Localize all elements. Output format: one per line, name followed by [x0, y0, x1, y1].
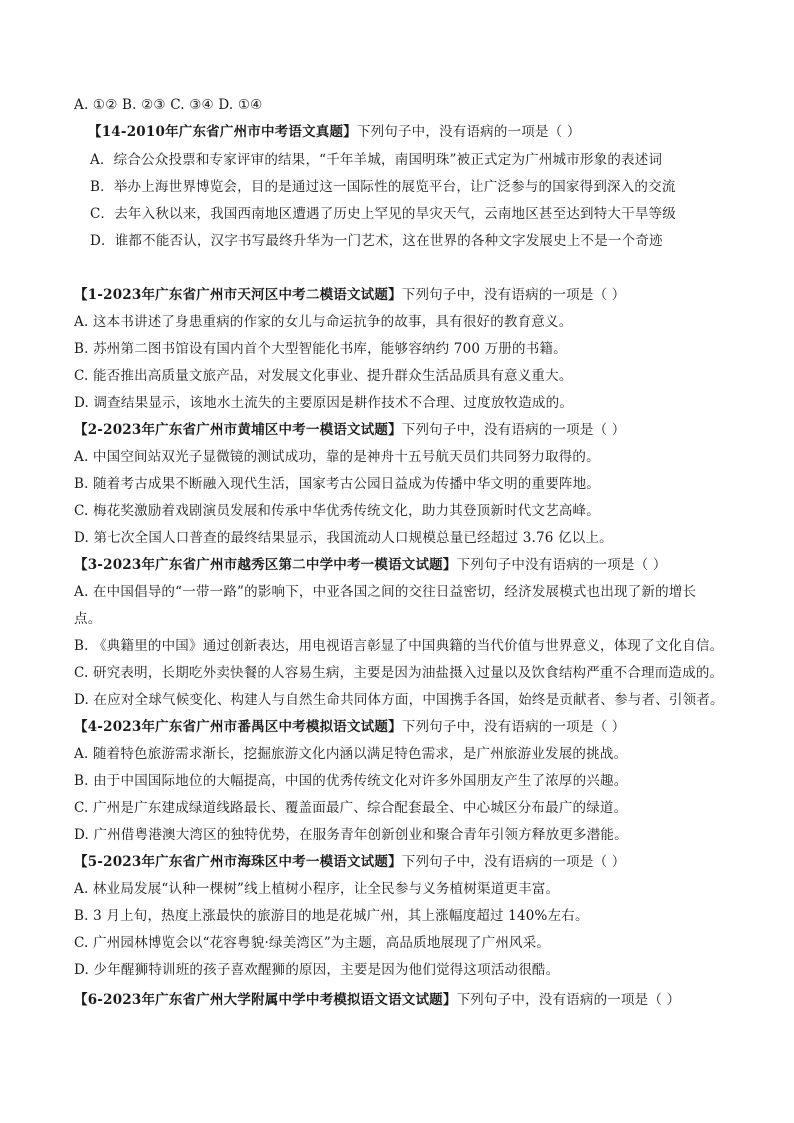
question-2-stem [74, 421, 734, 439]
question-source: 【4-2023年广东省广州市番禺区中考模拟语文试题】 [74, 719, 402, 735]
question-text: 下列句子中，没有语病的一项是（ ） [401, 719, 626, 735]
q5-option-b: B. 3 月上旬，热度上涨最快的旅游目的地是花城广州，其上涨幅度超过 140%左右。 [74, 908, 589, 924]
previous-answer-options: A. ①② B. ②③ C. ③④ D. ①④ [74, 97, 263, 113]
q5-option-a: A. 林业局发展“认种一棵树”线上植树小程序，让全民参与义务植树渠道更丰富。 [74, 881, 560, 897]
q2-option-c: C. 梅花奖激励着戏剧演员发展和传承中华优秀传统文化，助力其登顶新时代文艺高峰。 [74, 503, 600, 519]
q14-option-a: A．综合公众投票和专家评审的结果，“千年羊城，南国明珠”被正式定为广州城市形象的表述词 [90, 152, 663, 168]
q5-option-c: C. 广州园林博览会以“花容粤貌·绿美湾区”为主题，高品质地展现了广州风采。 [74, 935, 551, 951]
q14-option-d: D．谁都不能否认，汉字书写最终升华为一门艺术，这在世界的各种文字发展史上不是一个奇迹 [90, 233, 663, 249]
q1-option-c: C. 能否推出高质量文旅产品，对发展文化事业、提升群众生活品质具有意义重大。 [74, 368, 573, 384]
q3-option-c: C. 研究表明，长期吃外卖快餐的人容易生病，主要是因为油盐摄入过量以及饮食结构严重不合理而造成的。 [74, 665, 724, 681]
q2-option-d: D. 第七次全国人口普查的最终结果显示，我国流动人口规模总量已经超过 3.76 亿以上。 [74, 530, 613, 546]
question-text: 下列句子中，没有语病的一项是（ ） [356, 124, 581, 140]
question-text: 下列句子中没有语病的一项是（ ） [456, 557, 667, 573]
question-source: 【6-2023年广东省广州大学附属中学中考模拟语文语文试题】 [74, 992, 457, 1008]
question-4-stem [74, 718, 734, 736]
question-source: 【14-2010年广东省广州市中考语文真题】 [88, 124, 357, 140]
question-text: 下列句子中，没有语病的一项是（ ） [401, 422, 626, 438]
question-6-stem [74, 991, 734, 1009]
q1-option-a: A. 这本书讲述了身患重病的作家的女儿与命运抗争的故事，具有很好的教育意义。 [74, 314, 573, 330]
q14-option-b: B．举办上海世界博览会，目的是通过这一国际性的展览平台，让广泛参与的国家得到深入的交流 [90, 179, 676, 195]
question-source: 【3-2023年广东省广州市越秀区第二中学中考一模语文试题】 [74, 557, 457, 573]
question-14-stem [88, 123, 748, 141]
question-3-stem [74, 556, 734, 574]
q4-option-d: D. 广州借粤港澳大湾区的独特优势，在服务青年创新创业和聚合青年引领方释放更多潜能。 [74, 827, 628, 843]
q5-option-d: D. 少年醒狮特训班的孩子喜欢醒狮的原因，主要是因为他们觉得这项活动很酷。 [74, 962, 560, 978]
q4-option-c: C. 广州是广东建成绿道线路最长、覆盖面最广、综合配套最全、中心城区分布最广的绿道。 [74, 800, 628, 816]
q2-option-b: B. 随着考古成果不断融入现代生活，国家考古公园日益成为传播中华文明的重要阵地。 [74, 476, 601, 492]
q14-option-c: C．去年入秋以来，我国西南地区遭遇了历史上罕见的旱灾天气，云南地区甚至达到特大干旱等级 [90, 206, 676, 222]
question-text: 下列句子中，没有语病的一项是（ ） [401, 287, 626, 303]
q2-option-a: A. 中国空间站双光子显微镜的测试成功，靠的是神舟十五号航天员们共同努力取得的。 [74, 449, 600, 465]
question-source: 【5-2023年广东省广州市海珠区中考一模语文试题】 [74, 854, 402, 870]
question-text: 下列句子中，没有语病的一项是（ ） [401, 854, 626, 870]
q4-option-a: A. 随着特色旅游需求渐长，挖掘旅游文化内涵以满足特色需求，是广州旅游业发展的挑战。 [74, 746, 628, 762]
question-1-stem [74, 286, 734, 304]
question-source: 【1-2023年广东省广州市天河区中考二模语文试题】 [74, 287, 402, 303]
q3-option-d: D. 在应对全球气候变化、构建人与自然生命共同体方面，中国携手各国，始终是贡献者、参与者、引领者。 [74, 692, 724, 708]
q1-option-b: B. 苏州第二图书馆设有国内首个大型智能化书库，能够容纳约 700 万册的书籍。 [74, 341, 567, 357]
q4-option-b: B. 由于中国国际地位的大幅提高，中国的优秀传统文化对许多外国朋友产生了浓厚的兴趣。 [74, 773, 628, 789]
question-text: 下列句子中，没有语病的一项是（ ） [456, 992, 681, 1008]
q3-option-a-continued: 点。 [74, 611, 102, 627]
q3-option-a: A. 在中国倡导的“一带一路”的影响下，中亚各国之间的交往日益密切，经济发展模式也出现了新的增长 [74, 584, 697, 600]
q1-option-d: D. 调查结果显示，该地水土流失的主要原因是耕作技术不合理、过度放牧造成的。 [74, 395, 574, 411]
q3-option-b: B. 《典籍里的中国》通过创新表达，用电视语言彰显了中国典籍的当代价值与世界意义，体现了文化自信。 [74, 638, 724, 654]
question-source: 【2-2023年广东省广州市黄埔区中考一模语文试题】 [74, 422, 402, 438]
question-5-stem [74, 853, 734, 871]
